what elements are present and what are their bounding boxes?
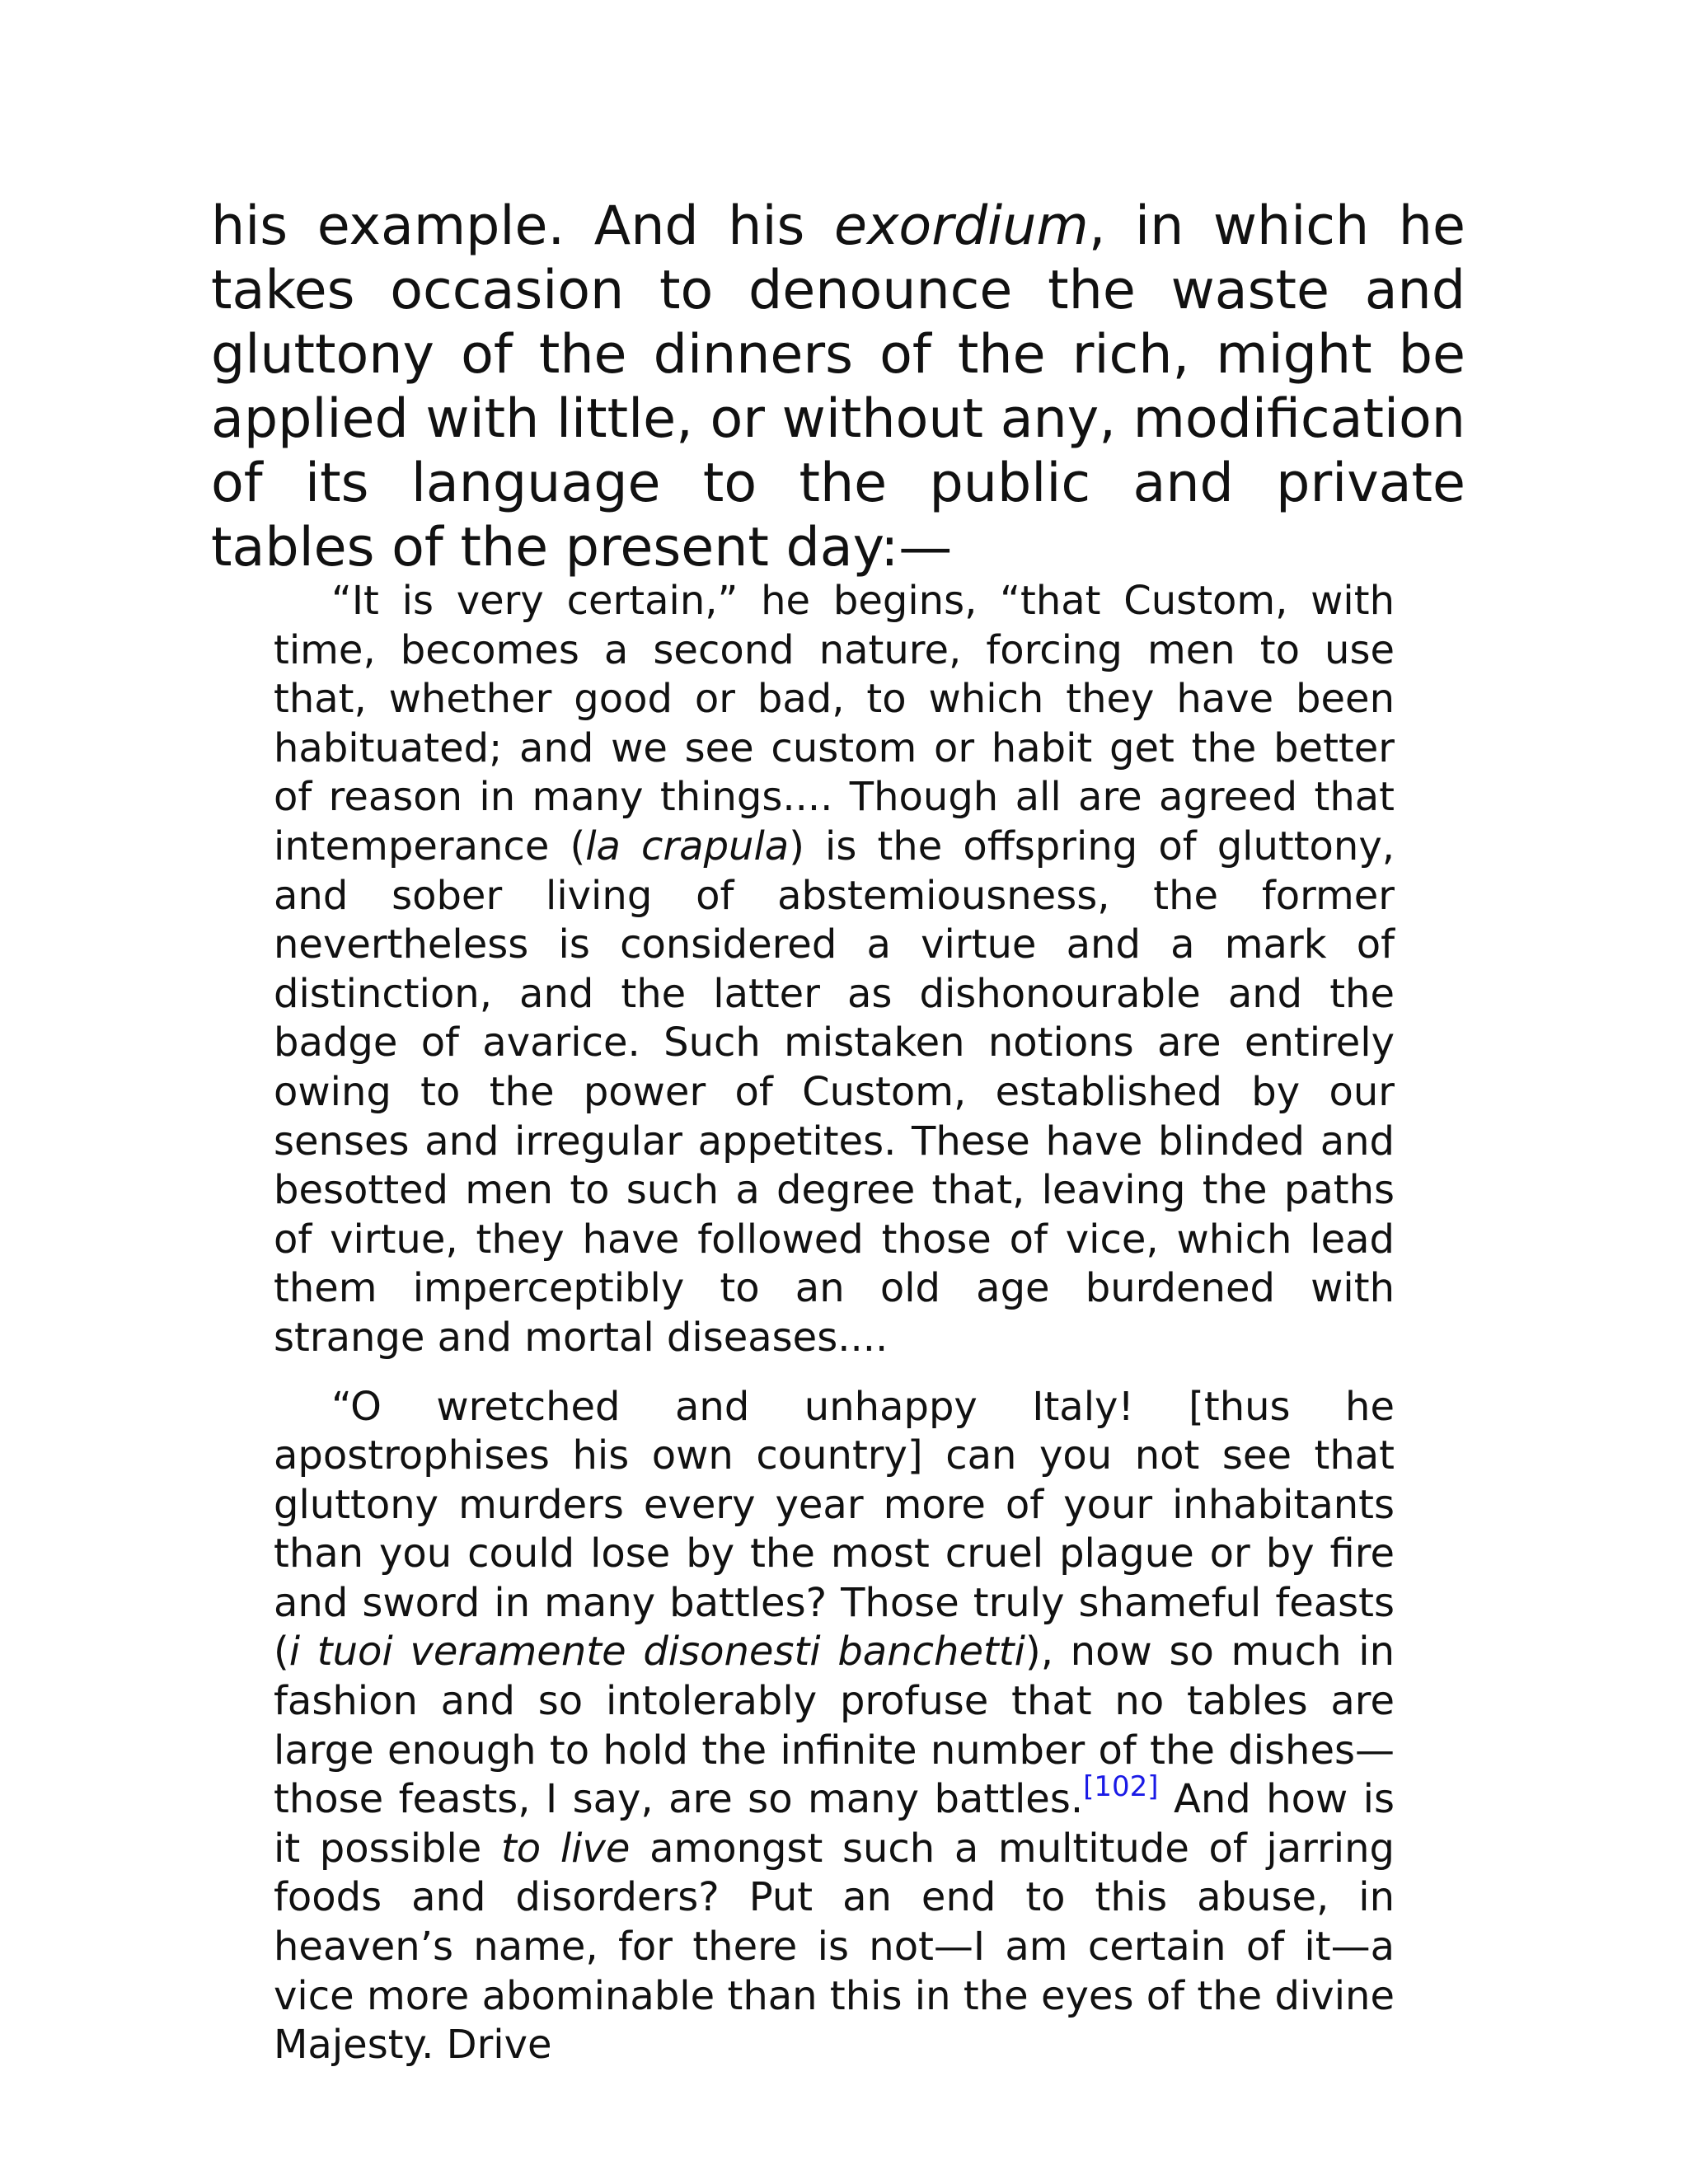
quote-1-text-2: ) is the offspring of gluttony, and sober living of abstemiousness, the former nevertheless is considered a virtue and a mark of distinction, and the latter as dishonourable and the badge of avarice. Such mistaken notions are entirely owing to the power of Custom, established by our senses and irregular appetites. These have blinded and besotted men to such a degree that, leaving the paths of virtue, they have followed those of vice, which lead them imperceptibly to an old age burdened with strange and mortal diseases....: [274, 823, 1395, 1361]
footnote-link-102[interactable]: [102]: [1083, 1770, 1159, 1804]
lead-paragraph: [211, 194, 1465, 580]
quote-paragraph-2: [274, 1383, 1395, 2070]
quote-1-text-1: “It is very certain,” he begins, “that Custom, with time, becomes a second nature, forcing men to use that, whether good or bad, to which they have been habituated; and we see custom or habit get the better of reason in many things.... Though all are agreed that intemperance (: [274, 578, 1395, 869]
lead-text-2: , in which he takes occasion to denounce the waste and gluttony of the dinners of the rich, might be applied with little, or without any, modification of its language to the public and private tables of the present day:—: [211, 195, 1465, 579]
quote-2-italic-banchetti: i tuoi veramente disonesti banchetti: [288, 1629, 1025, 1675]
lead-italic-exordium: exordium: [833, 195, 1089, 257]
quote-2-italic-to-live: to live: [500, 1825, 631, 1872]
quote-2-text-1: “O wretched and unhappy Italy! [thus he apostrophises his own country] can you not see that gluttony murders every year more of your inhabitants than you could lose by the most cruel plague or by fire and sword in many battles? Those truly shameful feasts (: [274, 1383, 1395, 1675]
quote-2-text-2: ), now so much in fashion and so intolerably profuse that no tables are large enough to hold the infinite number of the dishes—those feasts, I say, are so many battles.: [274, 1629, 1395, 1823]
quote-2-text-4: amongst such a multitude of jarring foods and disorders? Put an end to this abuse, in heaven’s name, for there is not—I am certain of it—a vice more abominable than this in the eyes of the divine Majesty. Drive: [274, 1825, 1395, 2069]
lead-text-1: his example. And his: [211, 195, 834, 257]
quote-2-text-3: And how is it possible: [274, 1776, 1395, 1872]
quote-paragraph-1: [274, 577, 1395, 1363]
block-quote: [274, 577, 1395, 2070]
quote-1-italic-la-crapula: la crapula: [585, 823, 790, 869]
